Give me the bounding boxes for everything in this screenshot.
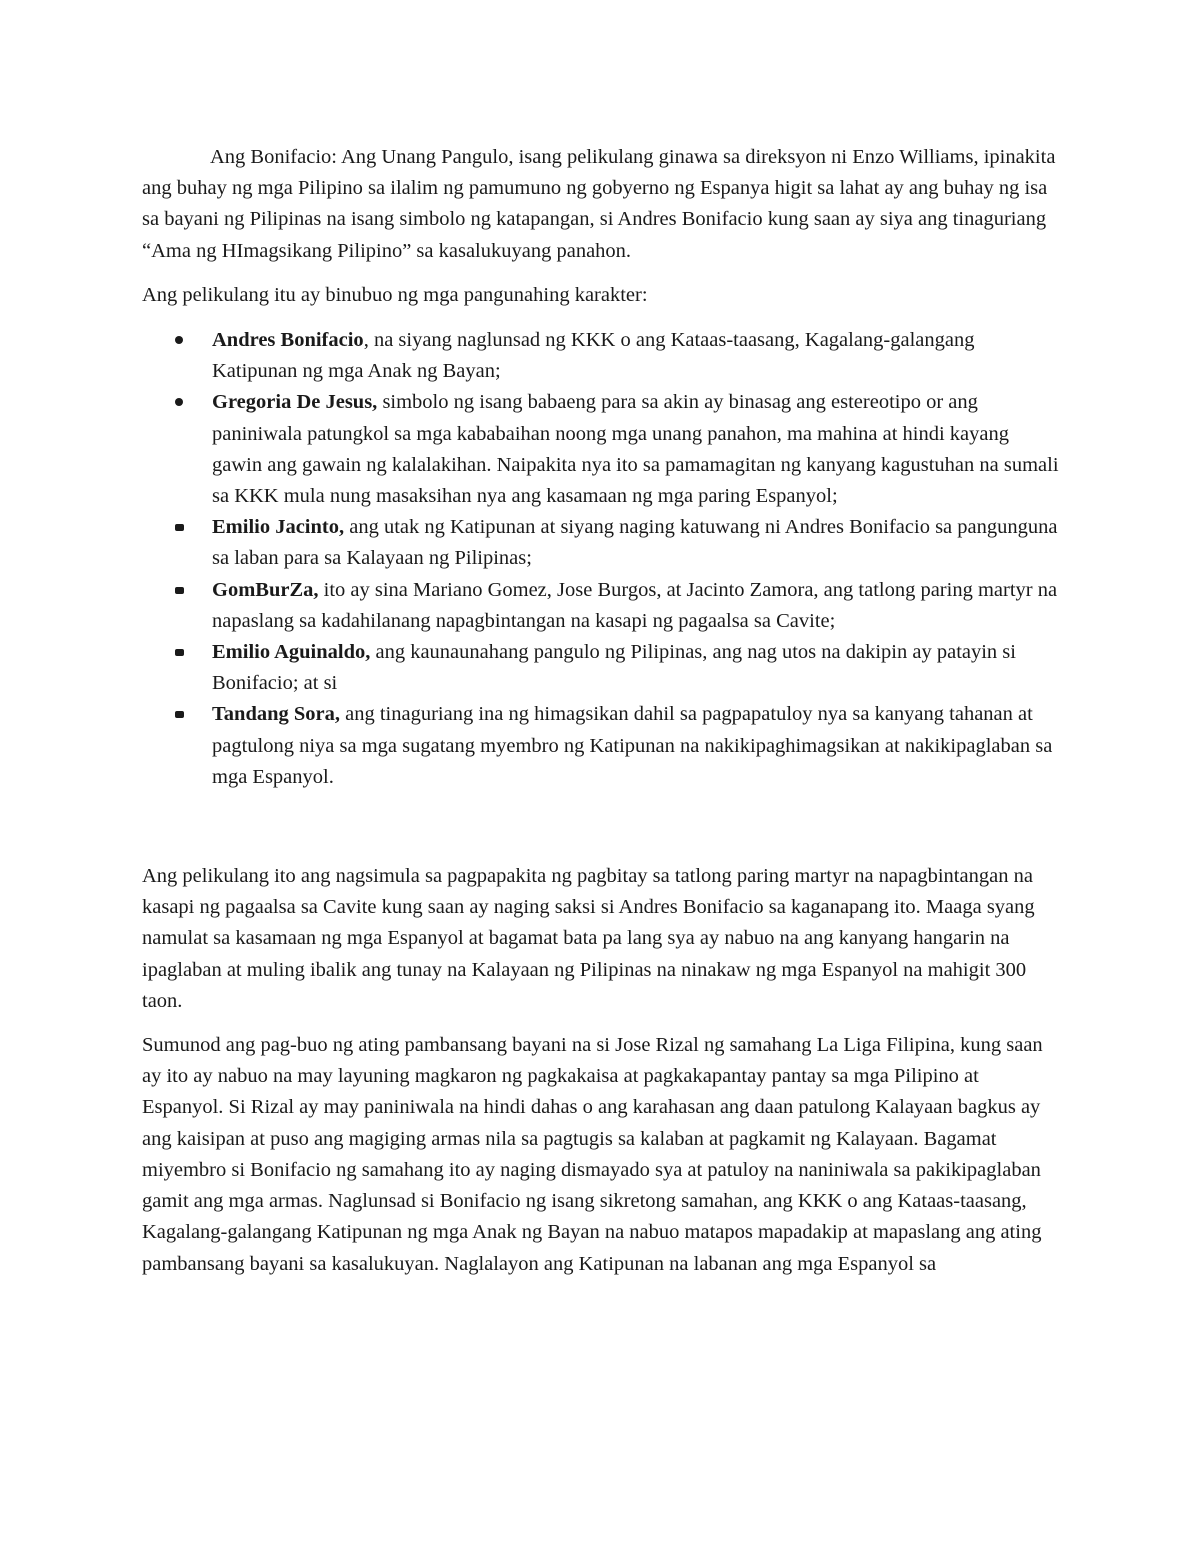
list-item <box>142 512 1062 574</box>
character-description: simbolo ng isang babaeng para sa akin ay binasag ang estereotipo or ang paniniwala patungkol sa mga kababaihan noong mga unang panahon, ma mahina at hindi kayang gawin ang gawain ng kalalakihan. Naipakita nya ito sa pamamagitan ng kanyang kagustuhan na sumali sa KKK mula nung masaksihan nya ang kasamaan ng mga paring Espanyol; <box>212 391 1059 508</box>
list-item <box>142 699 1062 793</box>
character-description: ito ay sina Mariano Gomez, Jose Burgos, at Jacinto Zamora, ang tatlong paring martyr na napaslang sa kadahilanang napagbintangan na kasapi ng pagaalsa sa Cavite; <box>212 578 1058 632</box>
bullet-icon <box>175 398 183 406</box>
character-name: GomBurZa, <box>212 578 319 601</box>
document-body <box>142 142 1062 1280</box>
intro-paragraph: Ang Bonifacio: Ang Unang Pangulo, isang pelikulang ginawa sa direksyon ni Enzo Williams, ipinakita ang buhay ng mga Pilipino sa ilalim ng pamumuno ng gobyerno ng Espanya higit sa lahat ay ang buhay ng isa sa bayani ng Pilipinas na isang simbolo ng katapangan, si Andres Bonifacio kung saan ay siya ang tinaguriang “Ama ng HImagsikang Pilipino” sa kasalukuyang panahon. <box>142 146 1056 262</box>
list-item <box>142 387 1062 512</box>
list-item <box>142 637 1062 699</box>
character-description: ang utak ng Katipunan at siyang naging katuwang ni Andres Bonifacio sa pangunguna sa laban para sa Kalayaan ng Pilipinas; <box>212 516 1058 570</box>
character-list <box>142 325 1062 793</box>
la-liga-paragraph: Sumunod ang pag-buo ng ating pambansang bayani na si Jose Rizal ng samahang La Liga Filipina, kung saan ay ito ay nabuo na may layuning magkaron ng pagkakaisa at pagkakapantay pantay sa mga Pilipino at Espanyol. Si Rizal ay may paniniwala na hindi dahas o ang karahasan ang daan patulong Kalayaan bagkus ay ang kaisipan at puso ang magiging armas nila sa pagtugis sa kalaban at pagkamit ng Kalayaan. Bagamat miyembro si Bonifacio ng samahang ito ay naging dismayado sya at patuloy na naniniwala sa pakikipaglaban gamit ang mga armas. Naglunsad si Bonifacio ng isang sikretong samahan, ang KKK o ang Kataas-taasang, Kagalang-galangang Katipunan ng mga Anak ng Bayan na nabuo matapos mapadakip at mapaslang ang ating pambansang bayani sa kasalukuyan. Naglalayon ang Katipunan na labanan ang mga Espanyol sa <box>142 1034 1043 1275</box>
character-name: Emilio Aguinaldo, <box>212 641 371 664</box>
bullet-icon <box>175 336 183 344</box>
characters-lead-paragraph: Ang pelikulang itu ay binubuo ng mga pangunahing karakter: <box>142 283 648 306</box>
character-name: Tandang Sora, <box>212 703 340 726</box>
bullet-icon <box>175 587 184 594</box>
character-name: Andres Bonifacio <box>212 329 364 352</box>
bullet-icon <box>175 524 184 531</box>
list-item <box>142 575 1062 637</box>
list-item <box>142 325 1062 387</box>
execution-paragraph: Ang pelikulang ito ang nagsimula sa pagpapakita ng pagbitay sa tatlong paring martyr na napagbintangan na kasapi ng pagaalsa sa Cavite kung saan ay naging saksi si Andres Bonifacio sa kaganapang ito. Maaga syang namulat sa kasamaan ng mga Espanyol at bagamat bata pa lang sya ay nabuo na ang kanyang hangarin na ipaglaban at muling ibalik ang tunay na Kalayaan ng Pilipinas na ninakaw ng mga Espanyol na mahigit 300 taon. <box>142 865 1035 1012</box>
character-description: , na siyang naglunsad ng KKK o ang Kataas-taasang, Kagalang-galangang Katipunan ng mga Anak ng Bayan; <box>212 329 975 383</box>
character-name: Emilio Jacinto, <box>212 516 345 539</box>
bullet-icon <box>175 711 184 718</box>
character-name: Gregoria De Jesus, <box>212 391 378 414</box>
character-description: ang kaunaunahang pangulo ng Pilipinas, ang nag utos na dakipin ay patayin si Bonifacio; at si <box>212 641 1016 695</box>
bullet-icon <box>175 649 184 656</box>
character-description: ang tinaguriang ina ng himagsikan dahil sa pagpapatuloy nya sa kanyang tahanan at pagtulong niya sa mga sugatang myembro ng Katipunan na nakikipaghimagsikan at nakikipaglaban sa mga Espanyol. <box>212 703 1053 788</box>
